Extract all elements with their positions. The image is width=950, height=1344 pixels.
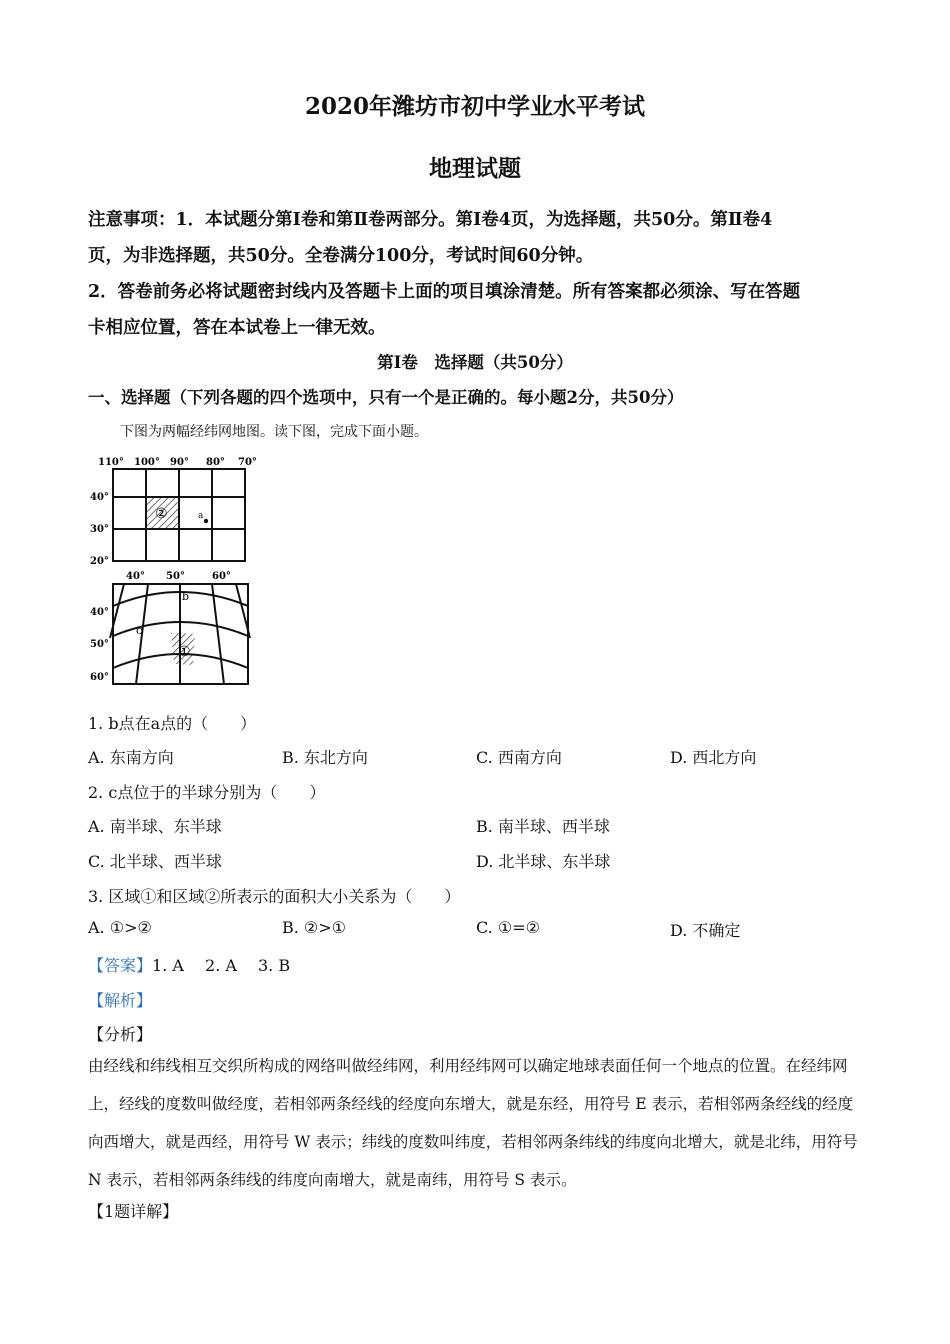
- map1-grid: [113, 469, 245, 561]
- map1-lon-label: 90°: [170, 457, 189, 468]
- q2-option-d[interactable]: D. 北半球、东半球: [476, 852, 611, 871]
- notice-line-2: 页，为非选择题，共50分。全卷满分100分，考试时间60分钟。: [88, 246, 594, 266]
- map1-lon-label: 100°: [134, 457, 160, 468]
- question-2-stem: 2. c点位于的半球分别为（ ）: [88, 783, 326, 802]
- analysis-tag: 【解析】: [88, 991, 153, 1010]
- notice-line-3: 2．答卷前务必将试题密封线内及答题卡上面的项目填涂清楚。所有答案都必须涂、写在答题: [88, 282, 801, 302]
- map1-lon-label: 80°: [206, 457, 225, 468]
- map2-lon-label: 60°: [212, 571, 231, 582]
- q1-option-c[interactable]: C. 西南方向: [476, 748, 562, 767]
- detail-tag: 【1题详解】: [88, 1202, 179, 1221]
- point-b-label: b: [182, 590, 190, 603]
- map2-lat-label: 60°: [90, 672, 109, 683]
- map2-lat-label: 50°: [90, 639, 109, 650]
- map1-lon-label: 110°: [98, 457, 124, 468]
- map2-lon-label: 40°: [126, 571, 145, 582]
- page-subtitle: 地理试题: [429, 155, 521, 182]
- q2-option-a[interactable]: A. 南半球、东半球: [88, 817, 222, 836]
- q3-option-c[interactable]: C. ①=②: [476, 918, 540, 937]
- answer-tag: 【答案】: [88, 956, 153, 975]
- q3-option-a[interactable]: A. ①>②: [88, 918, 152, 937]
- point-c-label: c: [136, 624, 143, 637]
- section-heading: 第Ⅰ卷 选择题（共50分）: [377, 353, 573, 372]
- map1-lat-label: 30°: [90, 524, 109, 535]
- map1-lat-label: 20°: [90, 556, 109, 567]
- notice-line-1: 注意事项：1．本试题分第Ⅰ卷和第Ⅱ卷两部分。第Ⅰ卷4页，为选择题，共50分。第Ⅱ卷4: [88, 210, 773, 230]
- page-title: 2020年潍坊市初中学业水平考试: [304, 93, 645, 120]
- q1-option-b[interactable]: B. 东北方向: [282, 748, 368, 767]
- point-a-label: a: [198, 511, 204, 521]
- question-1-stem: 1. b点在a点的（ ）: [88, 714, 257, 733]
- q3-option-d[interactable]: D. 不确定: [670, 921, 741, 940]
- answer-text: 1. A 2. A 3. B: [152, 956, 291, 975]
- q1-option-d[interactable]: D. 西北方向: [670, 748, 757, 767]
- map2-grid: [110, 584, 250, 684]
- map2-lon-label: 50°: [166, 571, 185, 582]
- latlon-grid-map: [88, 450, 268, 572]
- map1-lon-label: 70°: [238, 457, 257, 468]
- point-a-marker: [204, 519, 208, 523]
- q2-option-b[interactable]: B. 南半球、西半球: [476, 817, 610, 836]
- analysis-subtag: 【分析】: [88, 1025, 153, 1044]
- analysis-paragraph: 由经线和纬线相互交织所构成的网络叫做经纬网，利用经纬网可以确定地球表面任何一个地点的位置。在经纬网上，经线的度数叫做经度，若相邻两条经线的经度向东增大，就是东经，用符号 E 表示，若相邻两条经线的经度向西增大，就是西经，用符号 W 表示；纬线的度数叫纬度，若相邻两条纬线的纬度向北增大，就是北纬，用符号 N 表示，若相邻两条纬线的纬度向南增大，就是南纬，用符号 S 表示。: [88, 1057, 858, 1189]
- map1-lat-label: 40°: [90, 492, 109, 503]
- q1-option-a[interactable]: A. 东南方向: [88, 748, 174, 767]
- part-title: 一、选择题（下列各题的四个选项中，只有一个是正确的。每小题2分，共50分）: [88, 388, 684, 407]
- region-2-label: ②: [155, 506, 168, 522]
- map2-lat-label: 40°: [90, 607, 109, 618]
- notice-line-4: 卡相应位置，答在本试卷上一律无效。: [88, 318, 386, 338]
- region-1-label: ①: [178, 644, 191, 660]
- q3-option-b[interactable]: B. ②>①: [282, 918, 347, 937]
- answer-line: [88, 953, 290, 976]
- map1-lon-labels: [98, 457, 257, 468]
- curved-graticule-map: [88, 568, 268, 692]
- q2-option-c[interactable]: C. 北半球、西半球: [88, 852, 222, 871]
- question-3-stem: 3. 区域①和区域②所表示的面积大小关系为（ ）: [88, 887, 461, 906]
- question-intro: 下图为两幅经纬网地图。读下图，完成下面小题。: [120, 424, 428, 440]
